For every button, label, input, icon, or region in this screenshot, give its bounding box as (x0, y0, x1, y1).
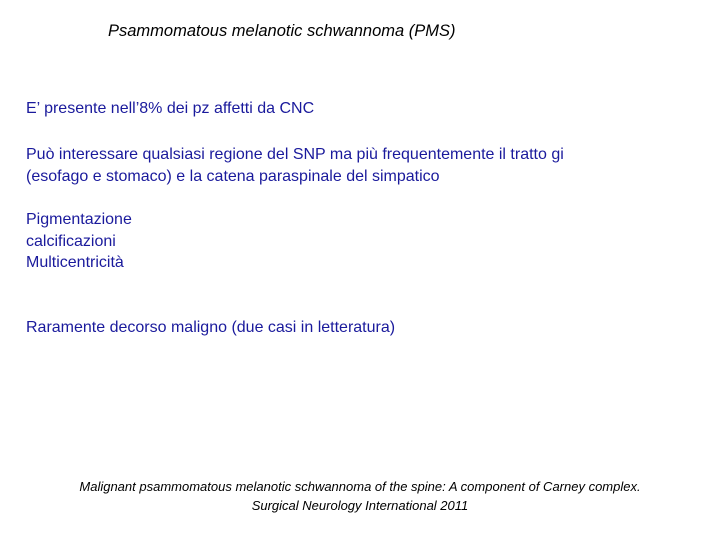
features-list (26, 209, 132, 274)
location-line: Può interessare qualsiasi regione del SNP ma più frequentemente il tratto gi (26, 146, 564, 163)
feature-item: Pigmentazione (26, 211, 132, 228)
citation (0, 477, 720, 515)
citation-source: Surgical Neurology International 2011 (251, 498, 469, 513)
prevalence-text: E’ presente nell’8% dei pz affetti da CNC (26, 100, 315, 117)
location-paragraph (26, 144, 564, 187)
slide-title: Psammomatous melanotic schwannoma (PMS) (108, 22, 456, 40)
location-line: (esofago e stomaco) e la catena paraspinale del simpatico (26, 167, 440, 185)
malignancy-text: Raramente decorso maligno (due casi in letteratura) (26, 319, 396, 336)
feature-item: Multicentricità (26, 254, 124, 271)
citation-title: Malignant psammomatous melanotic schwannoma of the spine: A component of Carney complex. (79, 479, 641, 494)
feature-item: calcificazioni (26, 232, 116, 250)
